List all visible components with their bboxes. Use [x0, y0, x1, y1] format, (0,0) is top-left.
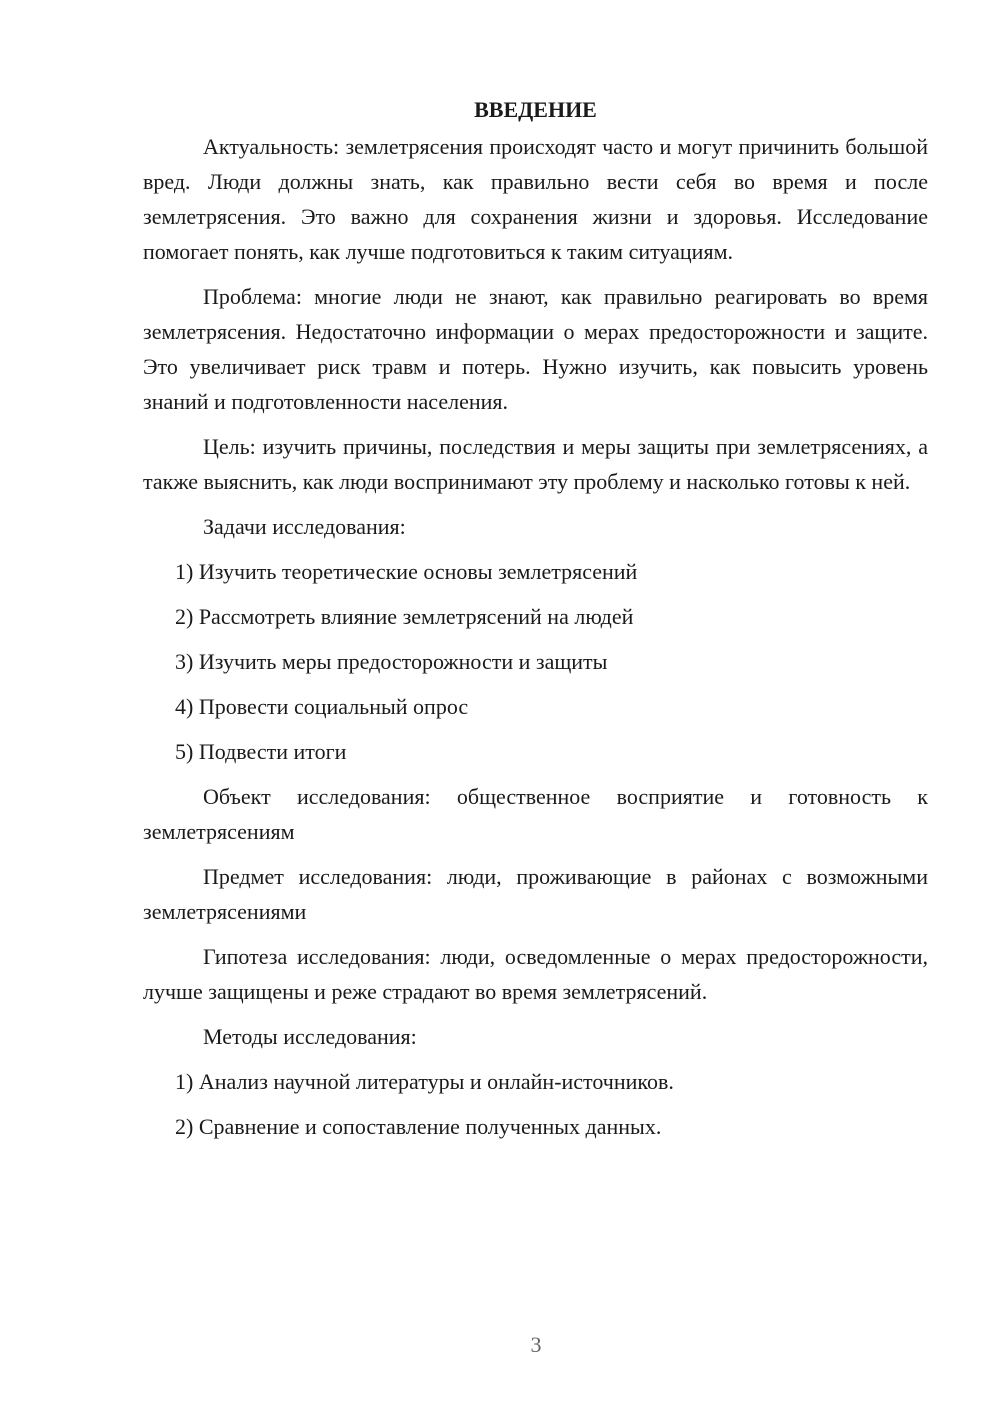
method-item: 1) Анализ научной литературы и онлайн-источников.	[175, 1069, 674, 1094]
subject-paragraph: Предмет исследования: люди, проживающие в районах с возможными землетрясениями	[143, 864, 928, 924]
relevance-paragraph: Актуальность: землетрясения происходят часто и могут причинить большой вред. Люди должны знать, как правильно вести себя во время и после землетрясения. Это важно для сохранения жизни и здоровья. Исследование помогает понять, как лучше подготовиться к таким ситуациям.	[143, 134, 928, 264]
hypothesis-paragraph: Гипотеза исследования: люди, осведомленные о мерах предосторожности, лучше защищены и реже страдают во время землетрясений.	[143, 944, 928, 1004]
goal-paragraph: Цель: изучить причины, последствия и меры защиты при землетрясениях, а также выяснить, как люди воспринимают эту проблему и насколько готовы к ней.	[143, 434, 928, 494]
object-paragraph: Объект исследования: общественное восприятие и готовность к землетрясениям	[143, 784, 928, 844]
task-item: 4) Провести социальный опрос	[175, 694, 469, 719]
task-item: 5) Подвести итоги	[175, 739, 347, 764]
task-item: 2) Рассмотреть влияние землетрясений на людей	[175, 604, 634, 629]
method-item: 2) Сравнение и сопоставление полученных данных.	[175, 1114, 662, 1139]
task-item: 3) Изучить меры предосторожности и защиты	[175, 649, 608, 674]
tasks-list	[143, 554, 928, 769]
problem-paragraph: Проблема: многие люди не знают, как правильно реагировать во время землетрясения. Недостаточно информации о мерах предосторожности и защите. Это увеличивает риск травм и потерь. Нужно изучить, как повысить уровень знаний и подготовленности населения.	[143, 284, 928, 414]
page-number: 3	[530, 1332, 542, 1357]
task-item: 1) Изучить теоретические основы землетрясений	[175, 559, 638, 584]
methods-list	[143, 1064, 928, 1144]
methods-title: Методы исследования:	[203, 1024, 417, 1049]
section-heading: ВВЕДЕНИЕ	[474, 97, 597, 122]
page-content	[143, 92, 928, 1154]
tasks-title: Задачи исследования:	[203, 514, 406, 539]
